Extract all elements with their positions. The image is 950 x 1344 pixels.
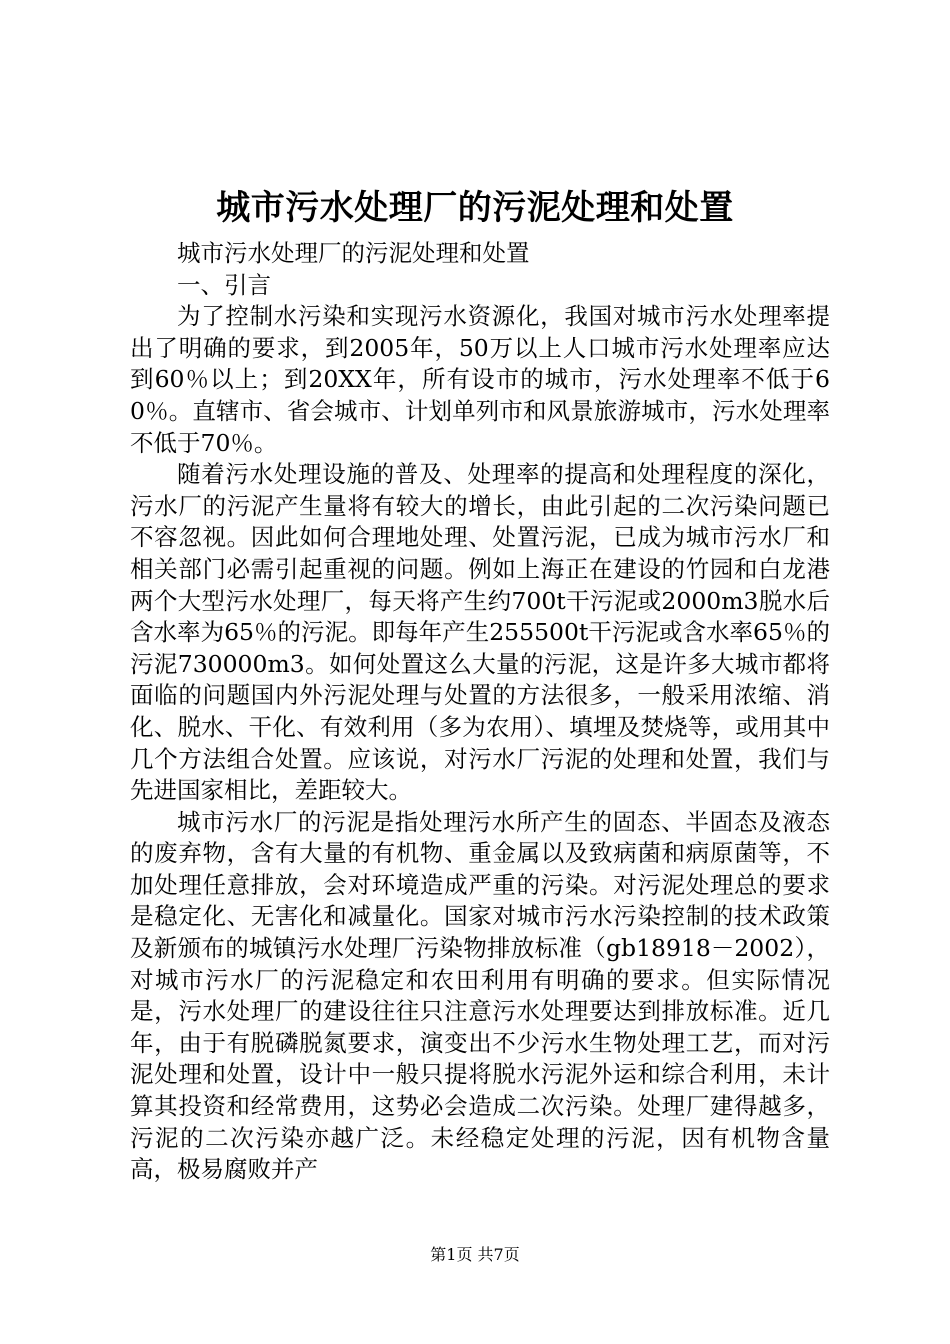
document-body bbox=[130, 238, 830, 1186]
document-title: 城市污水处理厂的污泥处理和处置 bbox=[216, 188, 734, 228]
paragraph: 为了控制水污染和实现污水资源化，我国对城市污水处理率提出了明确的要求，到2005年，50万以上人口城市污水处理率应达到60％以上；到20XX年，所有设市的城市，污水处理率不低于60％。直辖市、省会城市、计划单列市和风景旅游城市，污水处理率不低于70％。 bbox=[130, 302, 830, 457]
page-number: 第1页 共7页 bbox=[430, 1245, 520, 1264]
paragraph-section-heading: 一、引言 bbox=[177, 270, 271, 299]
paragraph: 随着污水处理设施的普及、处理率的提高和处理程度的深化，污水厂的污泥产生量将有较大的增长，由此引起的二次污染问题已不容忽视。因此如何合理地处理、处置污泥，已成为城市污水厂和相关部门必需引起重视的问题。例如上海正在建设的竹园和白龙港两个大型污水处理厂，每天将产生约700t干污泥或2000m3脱水后含水率为65％的污泥。即每年产生255500t干污泥或含水率65％的污泥730000m3。如何处置这么大量的污泥，这是许多大城市都将面临的问题国内外污泥处理与处置的方法很多，一般采用浓缩、消化、脱水、干化、有效利用（多为农用）、填埋及焚烧等，或用其中几个方法组合处置。应该说，对污水厂污泥的处理和处置，我们与先进国家相比，差距较大。 bbox=[130, 460, 830, 805]
paragraph-subtitle: 城市污水处理厂的污泥处理和处置 bbox=[177, 239, 530, 267]
paragraph: 城市污水厂的污泥是指处理污水所产生的固态、半固态及液态的废弃物，含有大量的有机物、重金属以及致病菌和病原菌等，不加处理任意排放，会对环境造成严重的污染。对污泥处理总的要求是稳定化、无害化和减量化。国家对城市污水污染控制的技术政策及新颁布的城镇污水处理厂污染物排放标准（gb18918－2002），对城市污水厂的污泥稳定和农田利用有明确的要求。但实际情况是，污水处理厂的建设往往只注意污水处理要达到排放标准。近几年，由于有脱磷脱氮要求，演变出不少污水生物处理工艺，而对污泥处理和处置，设计中一般只提将脱水污泥外运和综合利用，未计算其投资和经常费用，这势必会造成二次污染。处理厂建得越多，污泥的二次污染亦越广泛。未经稳定处理的污泥，因有机物含量高，极易腐败并产 bbox=[130, 807, 830, 1184]
page-footer bbox=[0, 1244, 950, 1266]
